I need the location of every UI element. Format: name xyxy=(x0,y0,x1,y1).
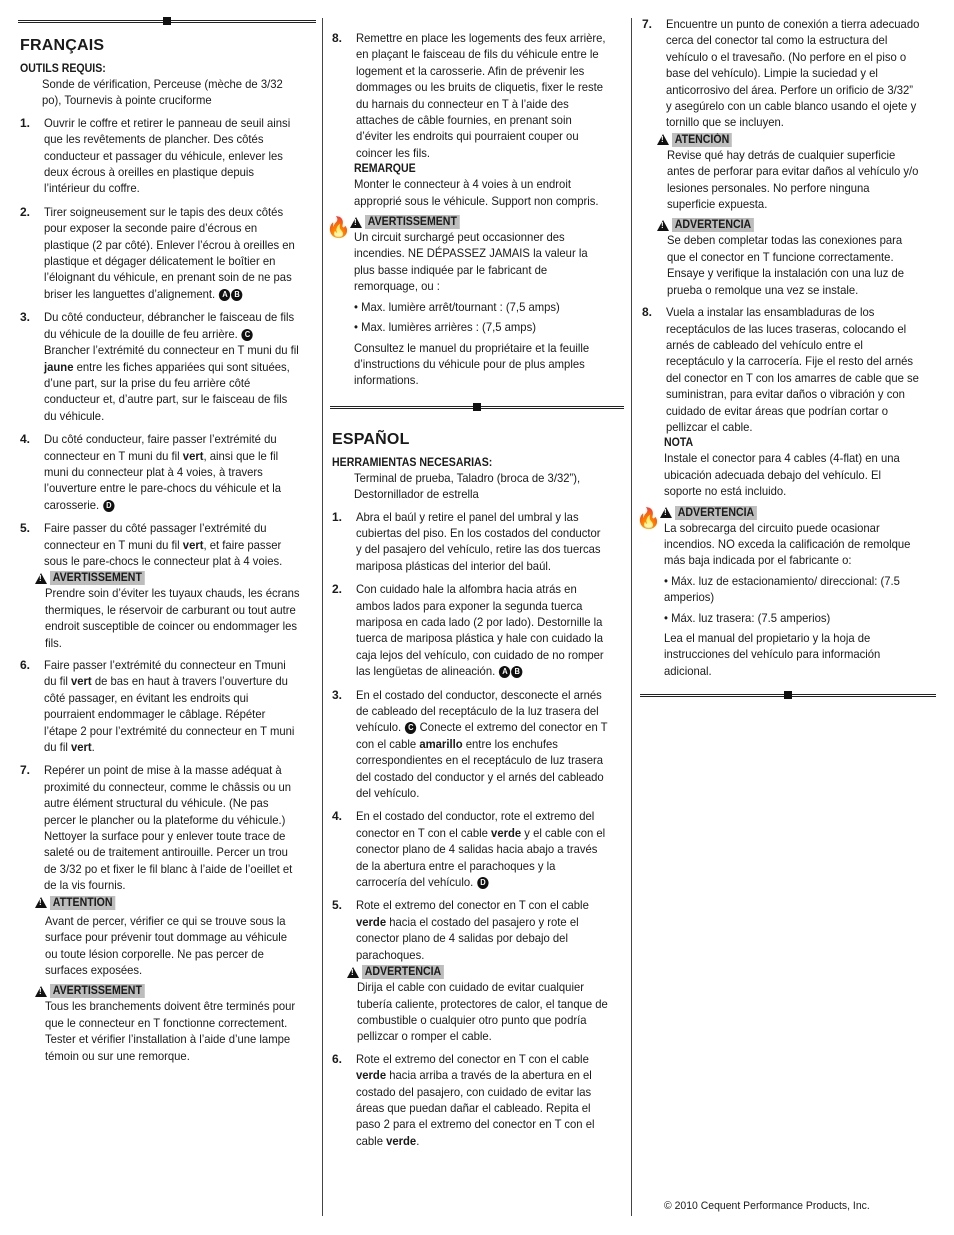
step-number: 2. xyxy=(332,582,343,597)
attention-text: Revise qué hay detrás de cualquier superficie antes de perforar para evitar daños al vehículo y/o lesiones personales. No perfore ninguna superficie expuesta. xyxy=(667,147,919,212)
step-1 xyxy=(18,115,316,197)
section-separator xyxy=(640,691,936,701)
step-text: Remettre en place les logements des feux arrière, en plaçant le faisceau de fils du véhicule entre le logement et la carosserie. Afin de prévenir les dommages ou les bruits de cliquetis, fixer le reste du harnais du connecteur en T à l’aide des attaches de câble fournies, en prenant soin d’éviter les endroits qui pourraient couper ou coincer les fils. xyxy=(356,31,606,160)
fire-icon: 🔥 xyxy=(636,507,661,530)
warning-tag: ADVERTENCIA xyxy=(672,218,754,232)
column-divider xyxy=(322,18,323,1216)
fire-warning-block xyxy=(326,215,624,389)
warning-icon xyxy=(35,897,47,908)
ref-d-icon: D xyxy=(477,877,488,889)
step-number: 3. xyxy=(332,687,343,702)
bullet-item: • Máx. luz trasera: (7.5 amperios) xyxy=(664,610,831,625)
step-number: 4. xyxy=(20,432,31,447)
ref-a-icon: A xyxy=(499,666,510,678)
step-text: Repérer un point de mise à la masse adéquat à proximité du connecteur, comme le châssis ou un autre élément structural du véhicule. (Ne pas percer le plancher ou la plateforme du véhicule.) Nettoyer la surface pour y enlever toute trace de saleté ou de traitement antirouille. Percer un trou de 3/32 po et fixer le fil blanc à l’aide de l’oeillet et de la vis fournis. xyxy=(44,763,293,893)
warning-block xyxy=(657,218,936,298)
step-number: 8. xyxy=(332,31,343,45)
step-7 xyxy=(640,16,936,131)
note-block xyxy=(354,163,624,209)
warning-block xyxy=(35,984,316,1064)
step-8 xyxy=(330,30,624,161)
step-7 xyxy=(18,762,316,893)
step-5 xyxy=(18,520,316,569)
warning-text: Prendre soin d’éviter les tuyaux chauds, les écrans thermiques, le réservoir de carburant ou tout autre endroit susceptible de coincer ou endommager les fils. xyxy=(45,586,300,650)
warning-text: Un circuit surchargé peut occasionner des incendies. NE DÉPASSEZ JAMAIS la valeur la plus basse indiquée par le fabricant de remorquage, ou : xyxy=(354,230,588,294)
ref-c-icon: C xyxy=(405,722,416,734)
section-separator xyxy=(330,403,624,413)
french-heading: FRANÇAIS xyxy=(20,37,105,54)
note-label: REMARQUE xyxy=(354,163,416,176)
tools-label: HERRAMIENTAS NECESARIAS: xyxy=(332,456,493,469)
tools-text: Sonde de vérification, Perceuse (mèche de 3/32 po), Tournevis à pointe cruciforme xyxy=(42,77,283,108)
step-8 xyxy=(640,304,936,435)
step-4 xyxy=(330,808,624,890)
attention-block xyxy=(35,896,316,979)
step-3 xyxy=(18,309,316,424)
warning-icon xyxy=(35,986,47,997)
attention-block xyxy=(657,133,936,213)
step-text: Vuela a instalar las ensambladuras de los receptáculos de las luces traseras, colocando el arnés de cableado del vehículo entre el receptáculo y la carrocería. Fije el resto del arnés del conector en T con los amarres de cable que se suministran, para evitar daños o vibración y con cuidado de evitar áreas que podrían cortar o pellizcar el cable. xyxy=(666,305,919,434)
step-2 xyxy=(18,204,316,302)
step-number: 7. xyxy=(642,17,653,31)
warning-tag: AVERTISSEMENT xyxy=(365,215,460,229)
warning-tag: ADVERTENCIA xyxy=(362,965,444,979)
attention-tag: ATTENTION xyxy=(50,896,115,910)
warning-block xyxy=(35,571,316,651)
step-text: Faire passer du côté passager l’extrémité du connecteur en T muni du fil vert, et faire passer sous le pare-chocs le connecteur plat à 4 voies. xyxy=(44,521,283,568)
step-number: 2. xyxy=(20,204,31,219)
ref-b-icon: B xyxy=(231,289,242,301)
ref-c-icon: C xyxy=(242,329,253,341)
ref-b-icon: B xyxy=(512,666,523,678)
attention-tag: ATENCIÓN xyxy=(672,133,732,147)
note-block xyxy=(664,437,936,499)
step-4 xyxy=(18,431,316,513)
step-text: Tirer soigneusement sur le tapis des deux côtés pour exposer la seconde paire d’écrous en plastique (2 par côté). Enlever l’écrou à oreilles en plastique et dégager délicatement le boîtier en l’éloignant du véhicule, en prenant soin de ne pas briser les languettes d’alignement. A B xyxy=(44,204,295,301)
french-column xyxy=(18,0,316,1070)
warning-icon xyxy=(347,967,359,978)
warning-closing-text: Consultez le manuel du propriétaire et la feuille d’instructions du véhicule pour de plus amples informations. xyxy=(354,340,590,388)
note-text: Instale el conector para 4 cables (4-flat) en una ubicación adecuada debajo del vehículo. El soporte no está incluido. xyxy=(664,451,900,499)
warning-icon xyxy=(660,507,672,518)
step-6 xyxy=(330,1051,624,1149)
tools-label: OUTILS REQUIS: xyxy=(20,63,106,75)
step-1 xyxy=(330,509,624,575)
warning-icon xyxy=(657,134,669,145)
step-text: Con cuidado hale la alfombra hacia atrás en ambos lados para exponer la segunda tuerca mariposa en cada lado (2 por lado). Destornille la tuerca de mariposa plástica y hale con cuidado la caja lejos del vehículo, con cuidado de no romper las lengüetas de alineación. A B xyxy=(356,582,604,679)
step-text: En el costado del conductor, desconecte el arnés de cableado del receptáculo de la luz trasera del vehículo. C Conecte el extremo del conector en T con el cable amarillo entre los enchufes correspondientes en el receptáculo de luz trasera del costado del conductor y el arnés del cableado del vehículo. xyxy=(356,687,608,801)
step-number: 8. xyxy=(642,305,653,320)
warning-tag: ADVERTENCIA xyxy=(675,506,757,520)
copyright-text: © 2010 Cequent Performance Products, Inc. xyxy=(664,1200,870,1212)
step-text: Abra el baúl y retire el panel del umbral y las cubiertas del piso. En los costados del conductor y del pasajero del vehículo, retire las dos tuercas mariposa plásticas del interior del baúl. xyxy=(356,509,601,573)
step-text: En el costado del conductor, rote el extremo del conector en T con el cable verde y el cable con el conector plano de 4 salidas hacia abajo a través de la abertura entre el parachoques y la carrocería del vehículo. D xyxy=(356,809,606,890)
bullet-item: • Max. lumière arrêt/tournant : (7,5 amps) xyxy=(354,299,560,314)
column-divider xyxy=(631,18,632,1216)
step-number: 5. xyxy=(332,898,343,913)
warning-text: Se deben completar todas las conexiones para que el conector en T funcione correctamente. Ensaye y verifique la instalación con una luz de prueba o remolque una vez se instale. xyxy=(667,233,905,297)
right-column xyxy=(636,16,936,701)
warning-icon xyxy=(35,573,47,584)
section-separator xyxy=(18,17,316,27)
middle-column xyxy=(326,30,624,1156)
step-text: Rote el extremo del conector en T con el cable verde hacia el costado del pasajero y rote el conector plano de 4 salidas por debajo del parachoques. xyxy=(356,898,589,962)
step-number: 6. xyxy=(332,1051,343,1066)
warning-icon xyxy=(350,217,362,228)
step-number: 6. xyxy=(20,658,31,672)
step-text: Encuentre un punto de conexión a tierra adecuado cerca del conector tal como la estructura del vehículo o el travesaño. (No perfore en el piso o base del vehículo). Limpie la suciedad y el anticorrosivo del área. Perfore un orificio de 3/32” y asegúrelo con un cable blanco usando el ojete y tornillo que se incluyen. xyxy=(666,17,920,130)
step-text: Rote el extremo del conector en T con el cable verde hacia arriba a través de la abertura en el costado del pasajero, con cuidado de evitar las áreas que puedan dañar el cableado. Repita el paso 2 para el extremo del conector en T con el cable verde. xyxy=(356,1051,595,1148)
warning-tag: AVERTISSEMENT xyxy=(50,571,145,585)
step-number: 7. xyxy=(20,763,31,778)
step-5 xyxy=(330,897,624,963)
step-number: 4. xyxy=(332,809,343,824)
warning-closing-text: Lea el manual del propietario y la hoja de instrucciones del vehículo para información adicional. xyxy=(664,631,881,678)
warning-block xyxy=(347,965,624,1045)
warning-text: La sobrecarga del circuito puede ocasionar incendios. NO exceda la calificación de remolque más baja indicada por el fabricante o: xyxy=(664,520,911,568)
ref-d-icon: D xyxy=(103,500,114,512)
attention-text: Avant de percer, vérifier ce qui se trouve sous la surface pour prévenir tout dommage au véhicule ou toute lésion corporelle. Ne pas percer de surfaces exposées. xyxy=(45,913,288,977)
spanish-heading: ESPAÑOL xyxy=(332,430,410,448)
note-label: NOTA xyxy=(664,437,694,450)
ref-a-icon: A xyxy=(219,289,230,301)
step-text: Ouvrir le coffre et retirer le panneau de seuil ainsi que les revêtements de plancher. Des côtés conducteur et passager du véhicule, enlever les deux écrous à oreilles en plastique depuis l’intérieur du coffre. xyxy=(44,115,291,196)
step-2 xyxy=(330,581,624,679)
bullet-item: • Máx. luz de estacionamiento/ direccional: (7.5 amperios) xyxy=(664,573,900,605)
step-text: Du côté conducteur, faire passer l’extrémité du connecteur en T muni du fil vert, ainsi que le fil muni du connecteur plat à 4 voies, à travers l’ouverture entre le pare-chocs du véhicule et la carosserie. D xyxy=(44,432,282,512)
step-number: 5. xyxy=(20,521,31,536)
warning-tag: AVERTISSEMENT xyxy=(50,984,145,998)
note-text: Monter le connecteur à 4 voies à un endroit approprié sous le véhicule. Support non compris. xyxy=(354,177,599,208)
step-number: 1. xyxy=(20,115,31,130)
step-text: Du côté conducteur, débrancher le faisceau de fils du véhicule de la douille de feu arrière. C Brancher l’extrémité du connecteur en T muni du fil jaune entre les fiches appariées qui sont situées, d’une part, sur la prise du feu arrière côté conducteur et, d’autre part, sur le faisceau de fils du véhicule. xyxy=(44,310,299,423)
step-text: Faire passer l’extrémité du connecteur en Tmuni du fil vert de bas en haut à travers l’ouverture du côté passager, en évitant les endroits qui pourraient endommager le câblage. Répéter l’étape 2 pour l’extrémité du connecteur en T muni du fil vert. xyxy=(44,658,295,755)
warning-text: Tous les branchements doivent être terminés pour que le connecteur en T fonctionne correctement. Tester et vérifier l’installation à l’aide d’une lampe témoin ou sur une remorque. xyxy=(45,999,296,1063)
step-number: 1. xyxy=(332,509,343,524)
fire-icon: 🔥 xyxy=(326,217,351,240)
tools-text: Terminal de prueba, Taladro (broca de 3/32”), Destornillador de estrella xyxy=(354,470,581,502)
warning-icon xyxy=(657,220,669,231)
step-6 xyxy=(18,657,316,755)
fire-warning-block xyxy=(636,506,936,680)
warning-text: Dirija el cable con cuidado de evitar cualquier tubería caliente, protectores de calor, el tanque de combustible o cualquier otro punto que podría pellizcar o romper el cable. xyxy=(357,980,608,1044)
bullet-item: • Max. lumières arrières : (7,5 amps) xyxy=(354,320,536,335)
step-3 xyxy=(330,687,624,802)
step-number: 3. xyxy=(20,310,31,325)
